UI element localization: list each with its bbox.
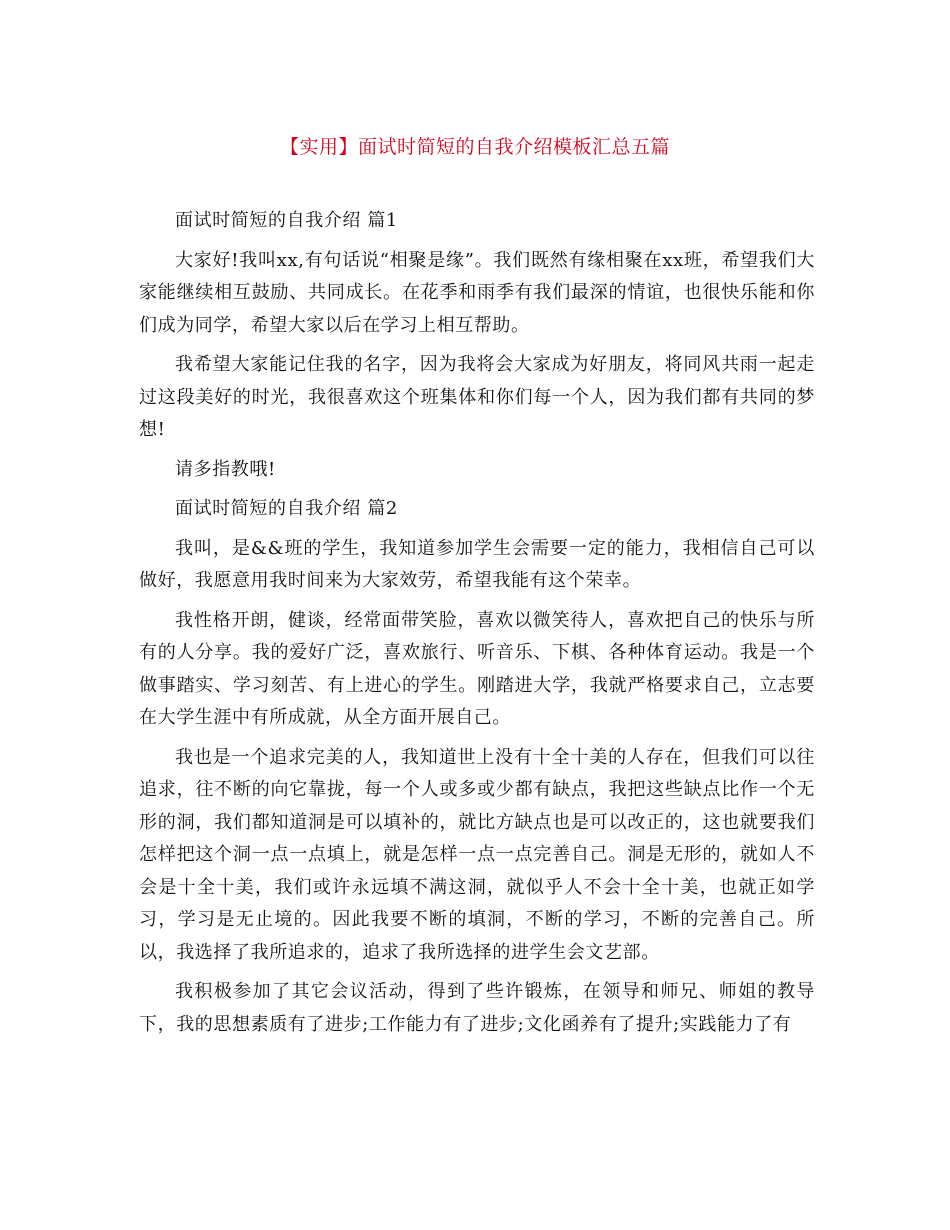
paragraph: 我性格开朗，健谈，经常面带笑脸，喜欢以微笑待人，喜欢把自己的快乐与所有的人分享。我的爱好广泛，喜欢旅行、听音乐、下棋、各种体育运动。我是一个做事踏实、学习刻苦、有上进心的学生。刚踏进大学，我就严格要求自己，立志要在大学生涯中有所成就，从全方面开展自己。 bbox=[139, 609, 815, 728]
section-heading-2: 面试时简短的自我介绍 篇2 bbox=[175, 498, 398, 519]
document-title: 【实用】面试时简短的自我介绍模板汇总五篇 bbox=[279, 136, 670, 158]
document-body bbox=[139, 205, 815, 1041]
paragraph: 我也是一个追求完美的人，我知道世上没有十全十美的人存在，但我们可以往追求，往不断的向它靠拢，每一个人或多或少都有缺点，我把这些缺点比作一个无形的洞，我们都知道洞是可以填补的，就比方缺点也是可以改正的，这也就要我们怎样把这个洞一点一点填上，就是怎样一点一点完善自己。洞是无形的，就如人不会是十全十美，我们或许永远填不满这洞，就似乎人不会十全十美，也就正如学习，学习是无止境的。因此我要不断的填洞，不断的学习，不断的完善自己。所以，我选择了我所追求的，追求了我所选择的进学生会文艺部。 bbox=[139, 746, 815, 963]
paragraph: 我积极参加了其它会议活动，得到了些许锻炼，在领导和师兄、师姐的教导下，我的思想素质有了进步;工作能力有了进步;文化函养有了提升;实践能力了有 bbox=[139, 981, 815, 1035]
paragraph: 大家好!我叫xx,有句话说“相聚是缘”。我们既然有缘相聚在xx班，希望我们大家能继续相互鼓励、共同成长。在花季和雨季有我们最深的情谊，也很快乐能和你们成为同学，希望大家以后在学习上相互帮助。 bbox=[139, 249, 815, 336]
section-heading-1: 面试时简短的自我介绍 篇1 bbox=[175, 210, 398, 231]
paragraph: 我叫，是&&班的学生，我知道参加学生会需要一定的能力，我相信自己可以做好，我愿意用我时间来为大家效劳，希望我能有这个荣幸。 bbox=[139, 537, 815, 591]
paragraph: 请多指教哦! bbox=[175, 458, 276, 480]
paragraph: 我希望大家能记住我的名字，因为我将会大家成为好朋友，将同风共雨一起走过这段美好的时光，我很喜欢这个班集体和你们每一个人，因为我们都有共同的梦想! bbox=[139, 354, 815, 440]
